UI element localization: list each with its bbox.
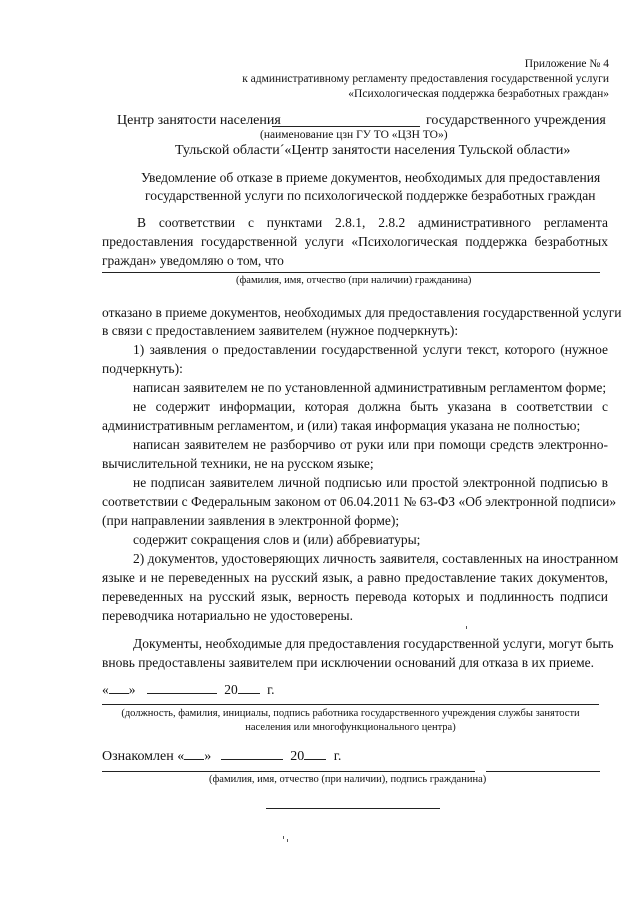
scan-mark-3: [287, 839, 288, 842]
date-year-prefix: 20: [224, 682, 238, 697]
reasons-line-16: переведенных на русский язык, верность перевода которых и подлинность подписи: [102, 589, 608, 604]
fio-caption: (фамилия, имя, отчество (при наличии) гражданина): [236, 275, 472, 286]
scan-mark-2: [283, 836, 284, 839]
reasons-line-14: 2) документов, удостоверяющих личность заявителя, составленных на иностранном: [133, 551, 619, 566]
reasons-line-1: отказано в приеме документов, необходимых для предоставления государственной услуги: [102, 305, 622, 320]
ack-signature-blank: [486, 771, 600, 772]
reasons-line-6: не содержит информации, которая должна быть указана в соответствии с: [133, 399, 608, 414]
center-region: Тульской области´«Центр занятости населения Тульской области»: [175, 143, 571, 158]
center-name-blank: [272, 126, 420, 127]
reasons-line-17: переводчика нотариально не удостоверены.: [102, 608, 353, 623]
notice-title-line-2: государственной услуги по психологической поддержке безработных граждан: [145, 188, 596, 203]
reasons-line-9: вычислительной техники, не на русском языке;: [102, 456, 374, 471]
reasons-line-3: 1) заявления о предоставлении государственной услуги текст, которого (нужное: [133, 342, 608, 357]
ack-caption: (фамилия, имя, отчество (при наличии), подпись гражданина): [209, 774, 487, 785]
reasons-line-13: содержит сокращения слов и (или) аббревиатуры;: [133, 532, 421, 547]
date-year-blank: [238, 681, 260, 694]
ack-fio-blank: [102, 771, 475, 772]
bottom-blank: [266, 808, 440, 809]
reasons-line-10: не подписан заявителем личной подписью или простой электронной подписью в: [133, 475, 608, 490]
ack-month-blank: [221, 747, 283, 760]
acknowledged-label: Ознакомлен «: [102, 749, 185, 764]
reasons-line-5: написан заявителем не по установленной административным регламентом форме;: [133, 380, 607, 395]
official-signature-blank: [102, 704, 599, 705]
ack-day-blank: [184, 747, 204, 760]
ack-year-blank: [304, 747, 326, 760]
ack-close-quote: »: [204, 749, 212, 764]
scan-mark: [466, 626, 467, 629]
fio-blank: [102, 272, 600, 273]
closing-line-1: Документы, необходимые для предоставления государственной услуги, могут быть: [133, 636, 614, 651]
reasons-line-11: соответствии с Федеральным законом от 06.04.2011 № 63-ФЗ «Об электронной подписи»: [102, 494, 617, 509]
date-line: [102, 680, 275, 699]
reasons-line-12: (при направлении заявления в электронной форме);: [102, 513, 400, 528]
acknowledged-line: [102, 747, 341, 765]
date-day-blank: [109, 681, 129, 694]
reasons-line-8: написан заявителем не разборчиво от руки или при помощи средств электронно-: [133, 437, 608, 452]
closing-line-2: вновь предоставлены заявителем при исключении оснований для отказа в их приеме.: [102, 655, 594, 670]
intro-line-3: граждан» уведомляю о том, что: [102, 253, 284, 268]
date-open-quote: «: [102, 682, 109, 697]
center-label-left: Центр занятости населения: [117, 113, 281, 128]
reasons-line-2: в связи с предоставлением заявителем (нужное подчеркнуть):: [102, 323, 459, 338]
date-year-suffix: г.: [267, 682, 275, 697]
intro-line-1: В соответствии с пунктами 2.8.1, 2.8.2 административного регламента: [137, 215, 608, 230]
reasons-line-7: административным регламентом, и (или) такая информация указана не полностью;: [102, 418, 581, 433]
appendix-line-2: «Психологическая поддержка безработных граждан»: [348, 88, 609, 100]
center-caption: (наименование цзн ГУ ТО «ЦЗН ТО»): [260, 129, 448, 141]
ack-year-suffix: г.: [333, 749, 342, 764]
date-close-quote: »: [128, 682, 136, 697]
official-signature-caption-1: (должность, фамилия, инициалы, подпись работника государственного учреждения службы занятости: [121, 708, 580, 719]
intro-line-2: предоставления государственной услуги «Психологическая поддержка безработных: [102, 234, 608, 249]
ack-year-prefix: 20: [290, 749, 305, 764]
date-month-blank: [147, 681, 217, 694]
appendix-line-1: к административному регламенту предоставления государственной услуги: [242, 73, 609, 85]
appendix-title: Приложение № 4: [524, 58, 609, 70]
official-signature-caption-2: населения или многофункционального центра): [245, 722, 456, 733]
reasons-line-15: языке и не переведенных на русский язык, а равно предоставление таких документов,: [102, 570, 608, 585]
center-label-right: государственного учреждения: [426, 113, 606, 128]
notice-title-line-1: Уведомление об отказе в приеме документов, необходимых для предоставления: [141, 170, 601, 185]
reasons-line-4: подчеркнуть):: [102, 361, 183, 376]
